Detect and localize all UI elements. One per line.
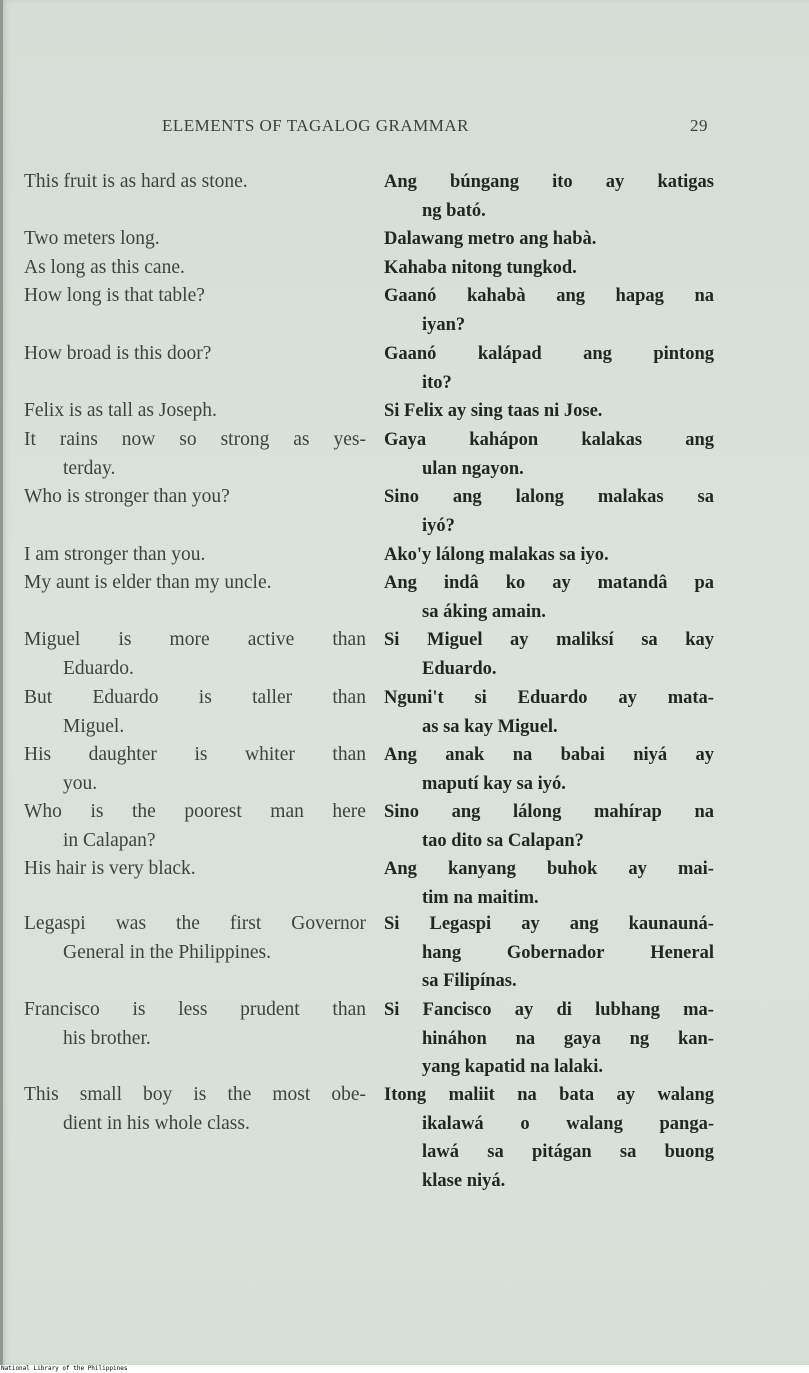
text-line: iyan? [422, 314, 466, 335]
english-phrase [24, 541, 366, 570]
running-head: ELEMENTS OF TAGALOG GRAMMAR [162, 116, 469, 135]
tagalog-translation [384, 1081, 714, 1195]
text-line: Gaya kahápon kalakas ang [384, 430, 714, 450]
text-line: in Calapan? [63, 829, 156, 851]
tagalog-translation [384, 168, 714, 225]
text-line: Two meters long. [24, 228, 160, 249]
tagalog-translation [384, 541, 714, 570]
text-line: Kahaba nitong tungkod. [384, 258, 577, 278]
text-line: His hair is very black. [24, 858, 196, 879]
english-phrase [24, 741, 366, 798]
text-line: How broad is this door? [24, 343, 212, 364]
tagalog-translation [384, 340, 714, 397]
text-line: klase niyá. [422, 1170, 506, 1191]
english-phrase [24, 1081, 366, 1138]
text-line: Itong maliit na bata ay walang [384, 1085, 714, 1105]
english-phrase [24, 340, 366, 369]
text-line: Ang anak na babai niyá ay [384, 745, 714, 765]
text-line: tao dito sa Calapan? [422, 830, 584, 851]
text-line: Eduardo. [63, 657, 134, 679]
tagalog-translation [384, 996, 714, 1082]
tagalog-translation [384, 397, 714, 426]
english-phrase [24, 397, 366, 426]
text-line: iyó? [422, 515, 455, 536]
tagalog-translation [384, 798, 714, 855]
footer-credit: National Library of the Philippines [1, 1365, 128, 1372]
text-line: ikalawá o walang panga- [422, 1113, 714, 1134]
text-line: as sa kay Miguel. [422, 716, 558, 737]
page-header [0, 116, 809, 138]
text-line: Si Miguel ay maliksí sa kay [384, 630, 714, 650]
text-line: Sino ang lalong malakas sa [384, 487, 714, 507]
text-line: dient in his whole class. [63, 1112, 250, 1134]
text-line: hináhon na gaya ng kan- [422, 1028, 714, 1049]
tagalog-translation [384, 254, 714, 283]
text-line: ito? [422, 372, 452, 393]
text-line: Legaspi was the first Governor [24, 913, 366, 934]
text-line: Gaanó kahabà ang hapag na [384, 286, 714, 306]
english-phrase [24, 168, 366, 197]
tagalog-translation [384, 741, 714, 798]
english-phrase [24, 684, 366, 741]
english-phrase [24, 569, 366, 598]
text-line: sa Filipínas. [422, 971, 517, 991]
text-line: Si Legaspi ay ang kaunauná- [384, 914, 714, 934]
text-line: This fruit is as hard as stone. [24, 171, 248, 192]
text-line: As long as this cane. [24, 257, 185, 278]
text-line: yang kapatid na lalaki. [422, 1057, 603, 1077]
text-line: Gaanó kalápad ang pintong [384, 344, 714, 364]
text-line: Felix is as tall as Joseph. [24, 400, 217, 421]
text-line: Nguni't si Eduardo ay mata- [384, 688, 714, 708]
text-line: his brother. [63, 1027, 151, 1049]
page-number: 29 [690, 116, 708, 135]
text-line: Ang kanyang buhok ay mai- [384, 859, 714, 879]
text-line: sa áking amain. [422, 601, 546, 622]
text-line: terday. [63, 457, 116, 479]
text-line: But Eduardo is taller than [24, 687, 366, 708]
tagalog-translation [384, 684, 714, 741]
text-line: ng bató. [422, 200, 486, 221]
tagalog-translation [384, 426, 714, 483]
text-line: Eduardo. [422, 658, 497, 679]
text-line: Dalawang metro ang habà. [384, 229, 597, 249]
text-line: Sino ang lálong mahírap na [384, 802, 714, 822]
english-phrase [24, 996, 366, 1053]
english-phrase [24, 426, 366, 483]
tagalog-translation [384, 626, 714, 683]
text-line: Ang búngang ito ay katigas [384, 172, 714, 192]
text-line: Ako'y lálong malakas sa iyo. [384, 545, 609, 565]
text-line: How long is that table? [24, 285, 205, 306]
text-line: Miguel. [63, 715, 125, 737]
text-line: General in the Philippines. [63, 941, 271, 963]
text-line: Si Fancisco ay di lubhang ma- [384, 1000, 714, 1020]
text-line: Miguel is more active than [24, 629, 366, 650]
text-line: Francisco is less prudent than [24, 999, 366, 1020]
text-line: It rains now so strong as yes- [24, 429, 366, 450]
text-line: you. [63, 772, 98, 794]
text-line: I am stronger than you. [24, 544, 206, 565]
tagalog-translation [384, 483, 714, 540]
text-line: tim na maitim. [422, 887, 539, 908]
tagalog-translation [384, 855, 714, 912]
text-line: lawá sa pitágan sa buong [422, 1142, 714, 1162]
english-phrase [24, 855, 366, 884]
footer [0, 1365, 809, 1373]
tagalog-translation [384, 282, 714, 339]
text-line: Who is the poorest man here [24, 801, 366, 822]
text-line: This small boy is the most obe- [24, 1084, 366, 1105]
text-line: Ang indâ ko ay matandâ pa [384, 573, 714, 593]
english-phrase [24, 282, 366, 311]
english-phrase [24, 225, 366, 254]
text-line: ulan ngayon. [422, 458, 524, 479]
english-phrase [24, 910, 366, 967]
english-phrase [24, 798, 366, 855]
tagalog-translation [384, 569, 714, 626]
text-line: maputí kay sa iyó. [422, 773, 566, 794]
english-phrase [24, 626, 366, 683]
text-line: My aunt is elder than my uncle. [24, 572, 272, 593]
text-line: Who is stronger than you? [24, 486, 230, 507]
text-line: His daughter is whiter than [24, 744, 366, 765]
english-phrase [24, 254, 366, 283]
english-phrase [24, 483, 366, 512]
text-line: hang Gobernador Heneral [422, 942, 714, 963]
page-edge [0, 0, 3, 1365]
tagalog-translation [384, 910, 714, 996]
tagalog-translation [384, 225, 714, 254]
text-line: Si Felix ay sing taas ni Jose. [384, 401, 603, 421]
